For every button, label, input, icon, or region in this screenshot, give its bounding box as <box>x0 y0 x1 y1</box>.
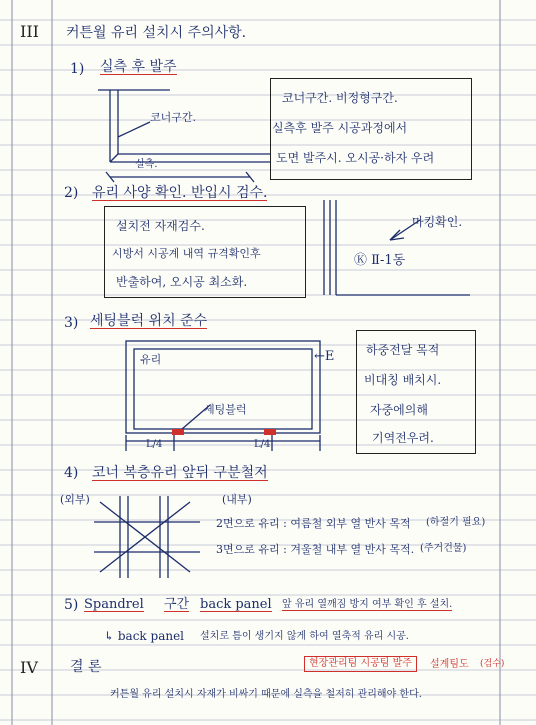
section-4-title: 결 론 <box>70 659 102 675</box>
item-1-note-line: 코너구간. 비정형구간. <box>282 91 398 105</box>
item-2-number: 2) <box>64 185 79 201</box>
item-3-title: 세팅블럭 위치 준수 <box>90 313 208 329</box>
quarter-span-left: L/4 <box>146 439 163 450</box>
outer-side-label: (외부) <box>60 493 90 506</box>
section-4-numeral: IV <box>20 658 38 677</box>
item-4-line-1: 2면으로 유리 : 여름철 외부 열 반사 목적 <box>216 517 411 530</box>
double-glazing-sketch <box>90 492 210 582</box>
approval-side-note: 설계팀도 <box>430 659 469 670</box>
item-3-note-line: 비대칭 배치시. <box>364 373 442 387</box>
item-5-sub-a: ↳ back panel <box>104 629 185 643</box>
item-5-sub-b: 설치로 틈이 생기지 않게 하여 열축적 유리 시공. <box>200 631 409 642</box>
item-4-line-2-tag: (주거건물) <box>420 543 467 554</box>
item-5-title-c: back panel <box>200 597 272 612</box>
item-3-note-line: 자중에의해 <box>370 403 428 417</box>
item-5-title-d: 앞 유리 열깨짐 방지 여부 확인 후 설치. <box>282 599 453 610</box>
item-2-title: 유리 사양 확인. 반입시 검수. <box>92 185 268 201</box>
quarter-span-right: L/4 <box>254 439 271 450</box>
item-1-number: 1) <box>70 61 85 77</box>
glass-label: 유리 <box>140 353 162 366</box>
item-1-sketch-label-measure: 실측. <box>135 159 158 170</box>
item-3-number: 3) <box>64 315 79 331</box>
approval-side-note-2: (검수) <box>480 659 505 669</box>
section-3-title: 커튼월 유리 설치시 주의사항. <box>66 25 247 41</box>
item-1-note-line: 실측후 발주 시공과정에서 <box>272 121 408 135</box>
approval-stamp-text: 현장관리팀 시공팀 발주 <box>304 656 417 672</box>
item-1-title: 실측 후 발주 <box>100 59 177 75</box>
item-2-note-line: 시방서 시공계 내역 규격확인후 <box>112 247 261 260</box>
item-5-title-b: 구간 <box>164 597 190 612</box>
section-3-numeral: III <box>20 22 39 41</box>
setting-block-label: 세팅블럭 <box>204 403 247 416</box>
item-4-number: 4) <box>64 465 79 481</box>
item-4-line-1-tag: (하절기 필요) <box>426 517 486 528</box>
item-4-line-2: 3면으로 유리 : 겨울철 내부 열 반사 목적. <box>216 543 415 556</box>
item-5-number: 5) <box>64 597 79 613</box>
corner-sketch <box>90 82 280 192</box>
item-2-note-line: 반출하여, 오시공 최소화. <box>116 275 248 289</box>
conclusion-text: 커튼월 유리 설치시 자재가 비싸기 때문에 실측을 철저히 관리해야 한다. <box>110 689 422 700</box>
item-4-title: 코너 복층유리 앞뒤 구분철저 <box>92 465 268 481</box>
item-3-note-line: 하중전달 목적 <box>366 343 440 357</box>
item-1-sketch-label-corner: 코너구간. <box>150 111 197 124</box>
inner-side-label: (내부) <box>222 493 252 506</box>
item-5-title-a: Spandrel <box>84 597 144 612</box>
item-2-note-line: 설치전 자재검수. <box>116 219 205 233</box>
item-3-note-line: 기역전우려. <box>372 431 434 445</box>
marking-code: Ⓚ Ⅱ-1동 <box>354 253 406 268</box>
edge-arrow-label: ←E <box>314 349 335 364</box>
marking-check-label: 마킹확인. <box>412 215 463 229</box>
item-1-note-line: 도면 발주시. 오시공·하자 우려 <box>276 151 435 165</box>
